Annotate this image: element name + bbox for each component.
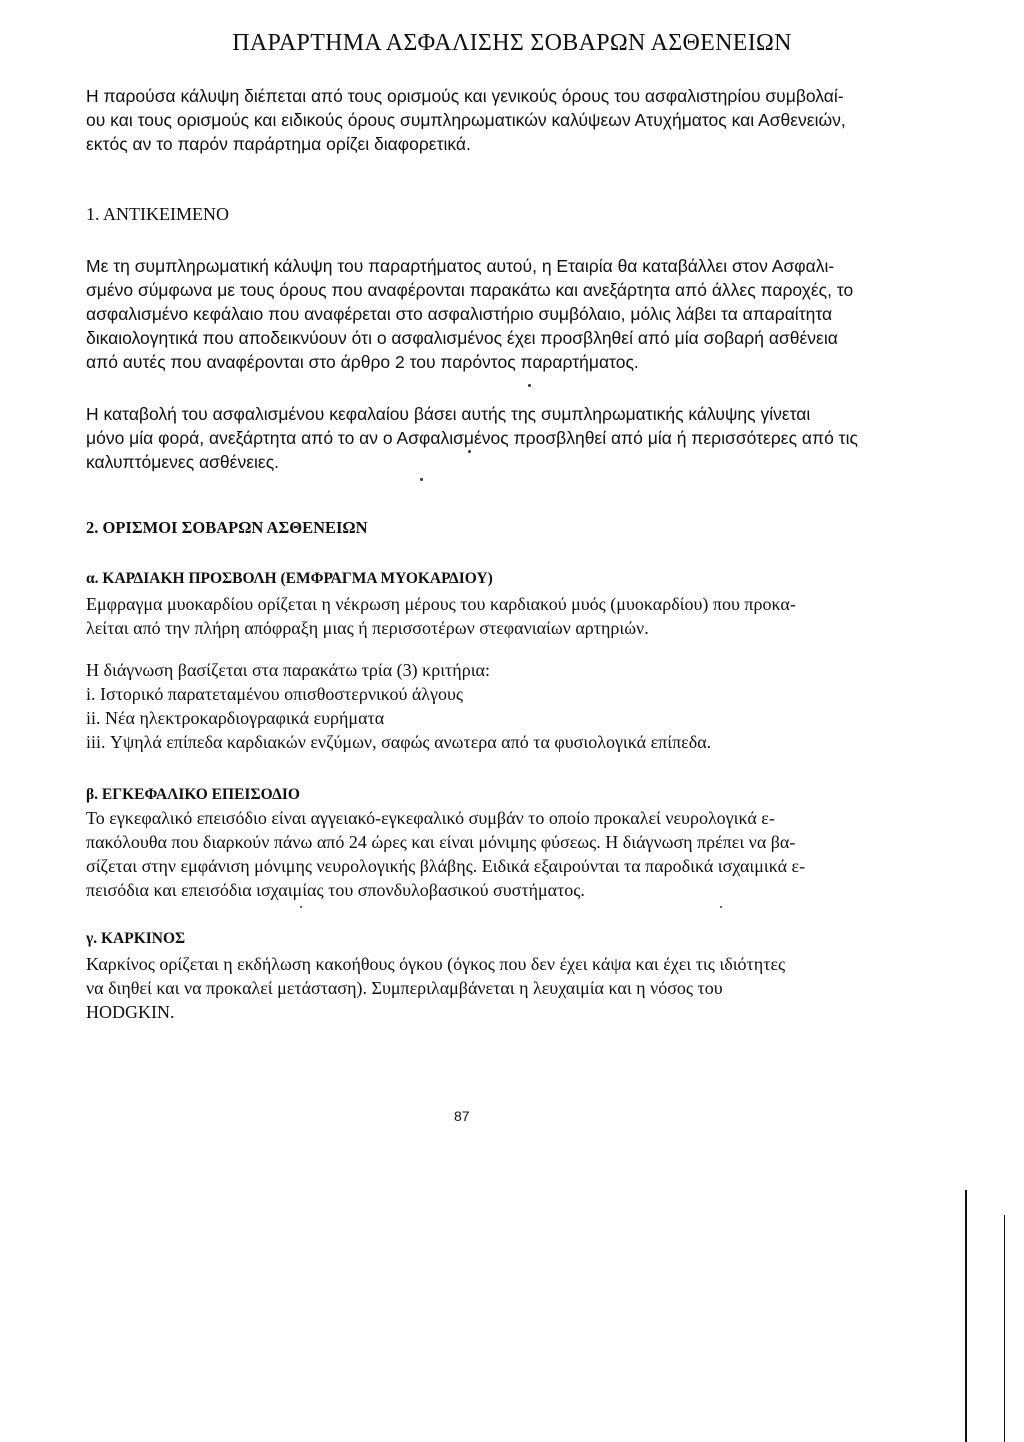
page-title: ΠΑΡΑΡΤΗΜΑ ΑΣΦΑΛΙΣΗΣ ΣΟΒΑΡΩΝ ΑΣΘΕΝΕΙΩΝ bbox=[232, 30, 792, 56]
text-line: δικαιολογητικά που αποδεικνύουν ότι ο ασφαλισμένος έχει προσβληθεί από μία σοβαρή ασθένεια bbox=[86, 328, 838, 348]
section-2c-paragraph bbox=[86, 952, 896, 1024]
scan-speck bbox=[468, 450, 471, 453]
text-line: μόνο μία φορά, ανεξάρτητα από το αν ο Ασφαλισμένος προσβληθεί από μία ή περισσότερες από τις bbox=[86, 428, 858, 448]
scan-speck bbox=[720, 906, 722, 908]
text-line: λείται από την πλήρη απόφραξη μιας ή περισσοτέρων στεφανιαίων αρτηριών. bbox=[86, 618, 649, 638]
text-line: πεισόδια και επεισόδια ισχαιμίας του σπονδυλοβασικού συστήματος. bbox=[86, 880, 585, 900]
text-line: Η καταβολή του ασφαλισμένου κεφαλαίου βάσει αυτής της συμπληρωματικής κάλυψης γίνεται bbox=[86, 404, 811, 424]
section-2b-heading: β. ΕΓΚΕΦΑΛΙΚΟ ΕΠΕΙΣΟΔΙΟ bbox=[86, 786, 300, 803]
section-2a-paragraph bbox=[86, 592, 896, 640]
section-1-paragraph-2 bbox=[86, 402, 896, 474]
text-line: πακόλουθα που διαρκούν πάνω από 24 ώρες και είναι μόνιμης φύσεως. Η διάγνωση πρέπει να βα- bbox=[86, 832, 796, 852]
text-line: εκτός αν το παρόν παράρτημα ορίζει διαφορετικά. bbox=[86, 134, 471, 154]
criteria-intro: Η διάγνωση βασίζεται στα παρακάτω τρία (3) κριτήρια: bbox=[86, 660, 490, 680]
section-2b-paragraph bbox=[86, 806, 896, 902]
criteria-block bbox=[86, 658, 896, 754]
text-line: HODGKIN. bbox=[86, 1002, 175, 1022]
text-line: από αυτές που αναφέρονται στο άρθρο 2 του παρόντος παραρτήματος. bbox=[86, 352, 639, 372]
scan-speck bbox=[528, 384, 531, 387]
section-2-heading: 2. ΟΡΙΣΜΟΙ ΣΟΒΑΡΩΝ ΑΣΘΕΝΕΙΩΝ bbox=[86, 518, 368, 537]
scan-edge-line bbox=[1004, 1215, 1005, 1442]
scan-speck bbox=[300, 906, 302, 908]
list-item: iii. Υψηλά επίπεδα καρδιακών ενζύμων, σαφώς ανωτερα από τα φυσιολογικά επίπεδα. bbox=[86, 732, 712, 752]
section-1-paragraph-1 bbox=[86, 254, 896, 374]
page-number: 87 bbox=[454, 1108, 470, 1124]
section-2c-heading: γ. ΚΑΡΚΙΝΟΣ bbox=[86, 930, 186, 947]
text-line: σμένο σύμφωνα με τους όρους που αναφέρονται παρακάτω και ανεξάρτητα από άλλες παροχές, το bbox=[86, 280, 854, 300]
text-line: Καρκίνος ορίζεται η εκδήλωση κακοήθους όγκου (όγκος που δεν έχει κάψα και έχει τις ιδιότητες bbox=[86, 954, 786, 974]
text-line: ου και τους ορισμούς και ειδικούς όρους συμπληρωματικών καλύψεων Ατυχήματος και Ασθενειών, bbox=[86, 110, 846, 130]
scan-speck bbox=[420, 478, 423, 481]
text-line: Η παρούσα κάλυψη διέπεται από τους ορισμούς και γενικούς όρους του ασφαλιστηρίου συμβολαί- bbox=[86, 86, 844, 106]
text-line: καλυπτόμενες ασθένειες. bbox=[86, 452, 279, 472]
list-item: i. Ιστορικό παρατεταμένου οπισθοστερνικού άλγους bbox=[86, 684, 464, 704]
section-1-heading: 1. ΑΝΤΙΚΕΙΜΕΝΟ bbox=[86, 204, 229, 224]
scan-edge-line bbox=[965, 1190, 967, 1442]
text-line: Εμφραγμα μυοκαρδίου ορίζεται η νέκρωση μέρους του καρδιακού μυός (μυοκαρδίου) που προκα- bbox=[86, 594, 796, 614]
section-2a-heading: α. ΚΑΡΔΙΑΚΗ ΠΡΟΣΒΟΛΗ (ΕΜΦΡΑΓΜΑ ΜΥΟΚΑΡΔΙΟΥ) bbox=[86, 570, 493, 587]
list-item: ii. Νέα ηλεκτροκαρδιογραφικά ευρήματα bbox=[86, 708, 385, 728]
text-line: Με τη συμπληρωματική κάλυψη του παραρτήματος αυτού, η Εταιρία θα καταβάλλει στον Ασφαλι- bbox=[86, 256, 835, 276]
text-line: ασφαλισμένο κεφάλαιο που αναφέρεται στο ασφαλιστήριο συμβόλαιο, μόλις λάβει τα απαραίτητα bbox=[86, 304, 833, 324]
text-line: Το εγκεφαλικό επεισόδιο είναι αγγειακό-εγκεφαλικό συμβάν το οποίο προκαλεί νευρολογικά ε- bbox=[86, 808, 775, 828]
text-line: σίζεται στην εμφάνιση μόνιμης νευρολογικής βλάβης. Ειδικά εξαιρούνται τα παροδικά ισχαιμικά ε- bbox=[86, 856, 806, 876]
intro-paragraph bbox=[86, 84, 896, 156]
text-line: να διηθεί και να προκαλεί μετάσταση). Συμπεριλαμβάνεται η λευχαιμία και η νόσος του bbox=[86, 978, 723, 998]
